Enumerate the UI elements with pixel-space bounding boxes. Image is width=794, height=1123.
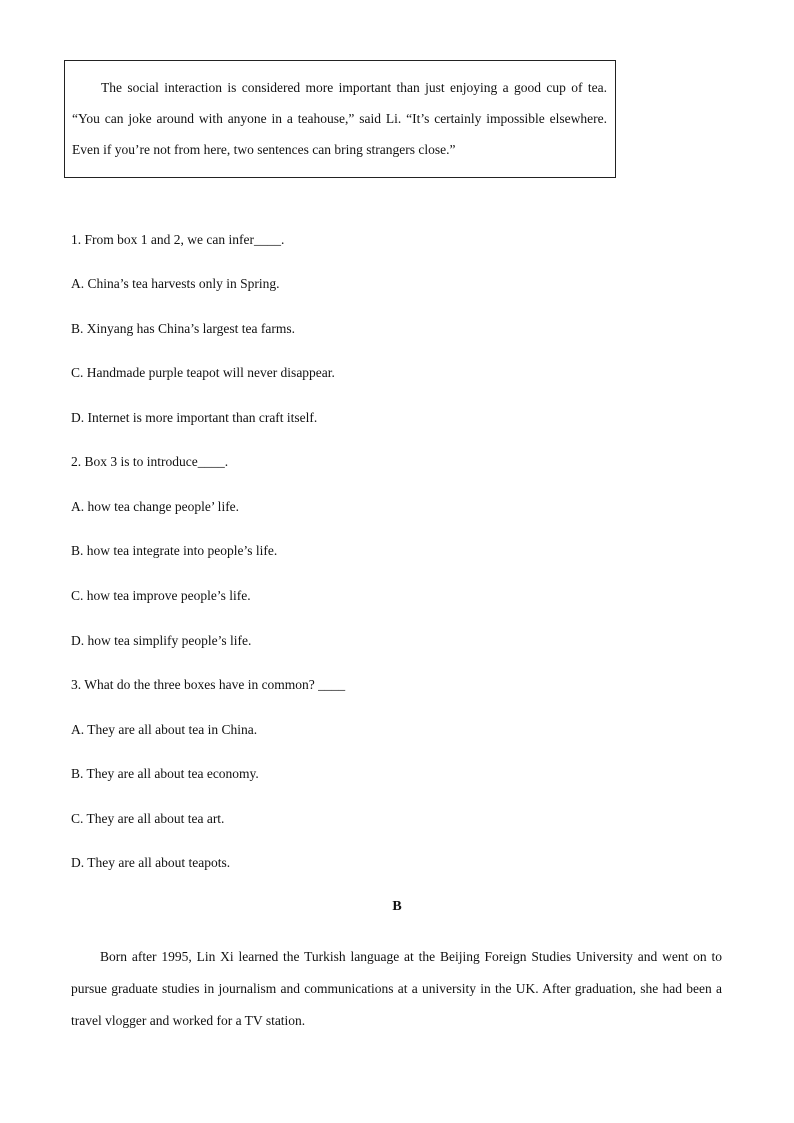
section-b-heading: B: [392, 899, 402, 914]
question-1-option-b[interactable]: B. Xinyang has China’s largest tea farms.: [71, 321, 295, 336]
question-3-option-a[interactable]: A. They are all about tea in China.: [71, 722, 258, 737]
section-b-paragraph: Born after 1995, Lin Xi learned the Turkish language at the Beijing Foreign Studies University and went on to pursue graduate studies in journalism and communications at a university in the UK. After graduation, she had been a travel vlogger and worked for a TV station.: [71, 949, 722, 1028]
question-3-option-b[interactable]: B. They are all about tea economy.: [71, 766, 259, 781]
question-3-option-c[interactable]: C. They are all about tea art.: [71, 811, 225, 826]
box-3-text: The social interaction is considered more important than just enjoying a good cup of tea. “You can joke around with anyone in a teahouse,” said Li. “It’s certainly impossible elsewhere. Even if you’re not from here, two sentences can bring strangers close.”: [72, 80, 607, 157]
question-3-option-d[interactable]: D. They are all about teapots.: [71, 855, 231, 870]
question-1-option-c[interactable]: C. Handmade purple teapot will never disappear.: [71, 365, 335, 380]
question-1-option-d[interactable]: D. Internet is more important than craft itself.: [71, 410, 318, 425]
question-2-option-c[interactable]: C. how tea improve people’s life.: [71, 588, 251, 603]
question-1-stem: 1. From box 1 and 2, we can infer____.: [71, 232, 285, 247]
question-2-option-b[interactable]: B. how tea integrate into people’s life.: [71, 543, 278, 558]
question-2-option-d[interactable]: D. how tea simplify people’s life.: [71, 633, 252, 648]
question-3-stem: 3. What do the three boxes have in common? ____: [71, 677, 346, 692]
question-1-option-a[interactable]: A. China’s tea harvests only in Spring.: [71, 276, 280, 291]
reading-box-3: [64, 60, 616, 178]
question-2-stem: 2. Box 3 is to introduce____.: [71, 454, 229, 469]
question-2-option-a[interactable]: A. how tea change people’ life.: [71, 499, 240, 514]
